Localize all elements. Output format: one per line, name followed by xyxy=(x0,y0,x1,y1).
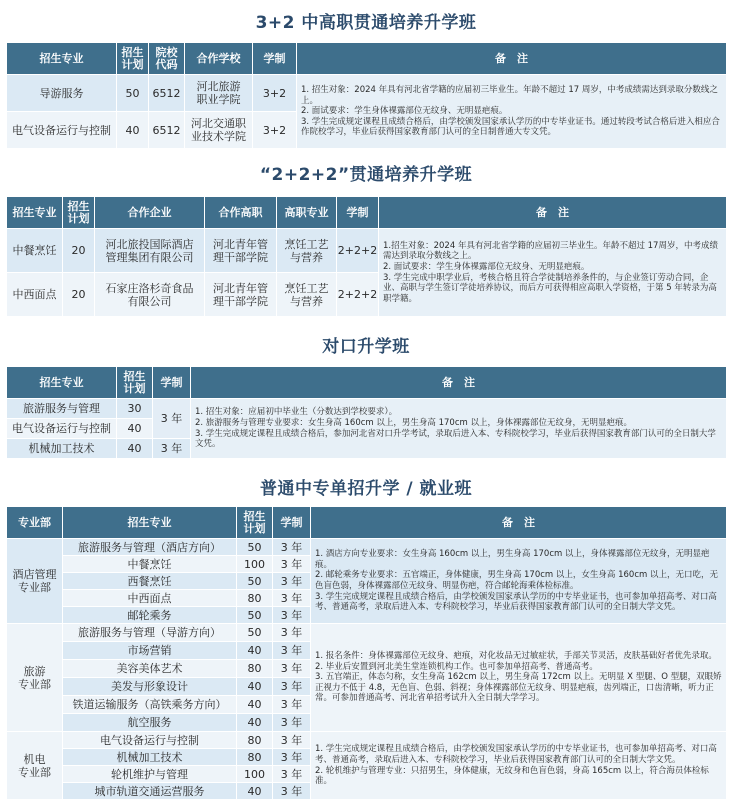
plan-cell: 50 xyxy=(237,624,273,642)
header-major: 招生专业 xyxy=(7,367,117,399)
major-cell: 电气设备运行与控制 xyxy=(7,112,117,149)
major-cell: 航空服务 xyxy=(63,714,237,732)
years-cell: 3 年 xyxy=(273,556,311,573)
major-cell: 轮机维护与管理 xyxy=(63,766,237,783)
code-cell: 6512 xyxy=(149,112,185,149)
header-major: 招生专业 xyxy=(63,507,237,539)
note-cell: 1.招生对象：2024 年具有河北省学籍的应届初三毕业生。年龄不超过 17周岁，中考成绩需达到录取分数线之上。 2. 面试要求：学生身体裸露部位无纹身、无明显疤痕。 3. 学生完成中职学业后，考核合格且符合学徒制培养条件的，与企业签订劳动合同，企业、高职与学生签订学徒培养协议，而后方可获得相应高职入学资格，于第 5 年转录为高职学籍。 xyxy=(379,229,727,317)
table-row xyxy=(7,539,727,556)
major-cell: 中餐烹饪 xyxy=(63,556,237,573)
plan-cell: 50 xyxy=(237,573,273,590)
header-plan: 招生 计划 xyxy=(117,367,153,399)
plan-cell: 40 xyxy=(237,642,273,660)
header-partner-company: 合作企业 xyxy=(95,197,205,229)
plan-cell: 100 xyxy=(237,556,273,573)
years-cell: 3 年 xyxy=(273,590,311,607)
major-cell: 电气设备运行与控制 xyxy=(63,732,237,749)
college-cell: 河北青年管 理干部学院 xyxy=(205,229,277,273)
college-major-cell: 烹饪工艺 与营养 xyxy=(277,273,337,317)
years-cell: 3+2 xyxy=(253,112,297,149)
header-note: 备 注 xyxy=(297,43,727,75)
section2-title: “2+2+2”贯通培养升学班 xyxy=(259,165,473,185)
years-cell: 3 年 xyxy=(273,766,311,783)
plan-cell: 50 xyxy=(237,539,273,556)
major-cell: 西餐烹饪 xyxy=(63,573,237,590)
plan-cell: 40 xyxy=(237,714,273,732)
major-cell: 美容美体艺术 xyxy=(63,660,237,678)
header-partner-college: 合作高职 xyxy=(205,197,277,229)
note-cell: 1. 学生完成规定课程且成绩合格后，由学校颁发国家承认学历的中专毕业证书，也可参加单招高考、对口高考、普通高考，录取后进入本、专科院校学习，毕业后获得国家教育部门认可的全日制大学文凭。 2. 轮机维护与管理专业：只招男生，身体健康，无纹身和色盲色弱，身高 165cm 以上，符合海员体检标准。 xyxy=(311,732,727,800)
years-cell: 3+2 xyxy=(253,75,297,112)
header-partner-school: 合作学校 xyxy=(185,43,253,75)
note-cell: 1. 报名条件：身体裸露部位无纹身、疤痕，对化妆品无过敏症状，手部关节灵活，皮肤基础好者优先录取。 2. 毕业后安置到河北美生堂连锁机构工作。也可参加单招高考、普通高考。 3. 五官端正，体态匀称，女生身高 162cm 以上，男生身高 172cm 以上。无明显 X 型腿、O 型腿，双眼矫正视力不低于 4.8，无色盲、色弱、斜视；身体裸露部位无纹身、明显疤痕，齿列端正，口齿清晰，听力正常。可参加普通高考、河北省单招考试升入全日制大学学习。 xyxy=(311,624,727,732)
plan-cell: 40 xyxy=(117,419,153,439)
major-cell: 电气设备运行与控制 xyxy=(7,419,117,439)
school-cell: 河北旅游 职业学院 xyxy=(185,75,253,112)
plan-cell: 50 xyxy=(237,607,273,624)
plan-cell: 50 xyxy=(117,75,149,112)
years-cell: 3 年 xyxy=(273,678,311,696)
major-cell: 机械加工技术 xyxy=(63,749,237,766)
header-years: 学制 xyxy=(253,43,297,75)
major-cell: 中西面点 xyxy=(63,590,237,607)
plan-cell: 20 xyxy=(63,273,95,317)
code-cell: 6512 xyxy=(149,75,185,112)
section4-table xyxy=(6,506,727,800)
major-cell: 市场营销 xyxy=(63,642,237,660)
major-cell: 导游服务 xyxy=(7,75,117,112)
department-cell: 酒店管理 专业部 xyxy=(7,539,63,624)
plan-cell: 80 xyxy=(237,749,273,766)
years-cell: 3 年 xyxy=(153,439,191,459)
school-cell: 河北交通职 业技术学院 xyxy=(185,112,253,149)
header-plan: 招生 计划 xyxy=(117,43,149,75)
years-cell: 3 年 xyxy=(273,732,311,749)
company-cell: 石家庄洛杉奇食品 有限公司 xyxy=(95,273,205,317)
header-note: 备 注 xyxy=(191,367,727,399)
header-note: 备 注 xyxy=(379,197,727,229)
plan-cell: 100 xyxy=(237,766,273,783)
plan-cell: 40 xyxy=(237,783,273,800)
plan-cell: 80 xyxy=(237,732,273,749)
section3-title: 对口升学班 xyxy=(322,337,410,357)
section4-header-row xyxy=(7,507,727,539)
header-department: 专业部 xyxy=(7,507,63,539)
note-cell: 1. 酒店方向专业要求：女生身高 160cm 以上，男生身高 170cm 以上，身体裸露部位无纹身，无明显疤痕。 2. 邮轮乘务专业要求：五官端正，身体健康，男生身高 170cm 以上，女生身高 160cm 以上，无口吃，无色盲色弱，身体裸露部位无纹身、明显伤疤，符合邮轮海乘体检标准。 3. 学生完成规定课程且成绩合格后，由学校颁发国家承认学历的中专毕业证书，也可参加单招高考、对口高考、普通高考，录取后进入本、专科院校学习，毕业后获得国家教育部门认可的全日制大学文凭。 xyxy=(311,539,727,624)
major-cell: 旅游服务与管理（酒店方向） xyxy=(63,539,237,556)
years-cell: 3 年 xyxy=(273,539,311,556)
years-cell: 3 年 xyxy=(273,660,311,678)
years-cell: 2+2+2 xyxy=(337,229,379,273)
table-row xyxy=(7,75,727,112)
department-cell: 机电 专业部 xyxy=(7,732,63,800)
section4-title: 普通中专单招升学 / 就业班 xyxy=(259,479,473,499)
section2-table xyxy=(6,196,727,317)
table-row xyxy=(7,229,727,273)
plan-cell: 20 xyxy=(63,229,95,273)
major-cell: 中西面点 xyxy=(7,273,63,317)
section3-table xyxy=(6,366,727,459)
major-cell: 铁道运输服务（高铁乘务方向） xyxy=(63,696,237,714)
table-row xyxy=(7,732,727,749)
years-cell: 2+2+2 xyxy=(337,273,379,317)
college-cell: 河北青年管 理干部学院 xyxy=(205,273,277,317)
years-cell: 3 年 xyxy=(273,607,311,624)
years-cell: 3 年 xyxy=(153,399,191,439)
plan-cell: 80 xyxy=(237,660,273,678)
company-cell: 河北旅投国际酒店 管理集团有限公司 xyxy=(95,229,205,273)
header-note: 备 注 xyxy=(311,507,727,539)
years-cell: 3 年 xyxy=(273,696,311,714)
major-cell: 城市轨道交通运营服务 xyxy=(63,783,237,800)
header-code: 院校 代码 xyxy=(149,43,185,75)
major-cell: 美发与形象设计 xyxy=(63,678,237,696)
header-major: 招生专业 xyxy=(7,43,117,75)
plan-cell: 40 xyxy=(237,678,273,696)
major-cell: 机械加工技术 xyxy=(7,439,117,459)
plan-cell: 80 xyxy=(237,590,273,607)
table-row xyxy=(7,624,727,642)
years-cell: 3 年 xyxy=(273,573,311,590)
table-row xyxy=(7,399,727,419)
years-cell: 3 年 xyxy=(273,642,311,660)
header-years: 学制 xyxy=(273,507,311,539)
section1-title: 3+2 中高职贯通培养升学班 xyxy=(255,13,477,33)
plan-cell: 40 xyxy=(237,696,273,714)
plan-cell: 40 xyxy=(117,112,149,149)
note-cell: 1. 招生对象：应届初中毕业生（分数达到学校要求）。 2. 旅游服务与管理专业要求：女生身高 160cm 以上，男生身高 170cm 以上，身体裸露部位无纹身，无明显疤痕。 3. 学生完成规定课程且成绩合格后，参加河北省对口升学考试，录取后进入本、专科院校学习，毕业后获得国家教育部门认可的全日制大学文凭。 xyxy=(191,399,727,459)
section1-header-row xyxy=(7,43,727,75)
major-cell: 旅游服务与管理 xyxy=(7,399,117,419)
note-cell: 1. 招生对象：2024 年具有河北省学籍的应届初三毕业生。年龄不超过 17 周岁，中考成绩需达到录取分数线之上。 2. 面试要求：学生身体裸露部位无纹身、无明显疤痕。 3. 学生完成规定课程且成绩合格后，由学校颁发国家承认学历的中专毕业证书。通过转段考试合格后进入相应合作院校学习，毕业后获得国家教育部门认可的全日制普通大专文凭。 xyxy=(297,75,727,149)
header-major: 招生专业 xyxy=(7,197,63,229)
years-cell: 3 年 xyxy=(273,714,311,732)
section2-header-row xyxy=(7,197,727,229)
section3-header-row xyxy=(7,367,727,399)
header-plan: 招生 计划 xyxy=(63,197,95,229)
header-years: 学制 xyxy=(337,197,379,229)
years-cell: 3 年 xyxy=(273,783,311,800)
department-cell: 旅游 专业部 xyxy=(7,624,63,732)
plan-cell: 40 xyxy=(117,439,153,459)
header-college-major: 高职专业 xyxy=(277,197,337,229)
major-cell: 旅游服务与管理（导游方向） xyxy=(63,624,237,642)
college-major-cell: 烹饪工艺 与营养 xyxy=(277,229,337,273)
header-plan: 招生 计划 xyxy=(237,507,273,539)
section1-table xyxy=(6,42,727,149)
years-cell: 3 年 xyxy=(273,749,311,766)
years-cell: 3 年 xyxy=(273,624,311,642)
major-cell: 中餐烹饪 xyxy=(7,229,63,273)
header-years: 学制 xyxy=(153,367,191,399)
major-cell: 邮轮乘务 xyxy=(63,607,237,624)
plan-cell: 30 xyxy=(117,399,153,419)
